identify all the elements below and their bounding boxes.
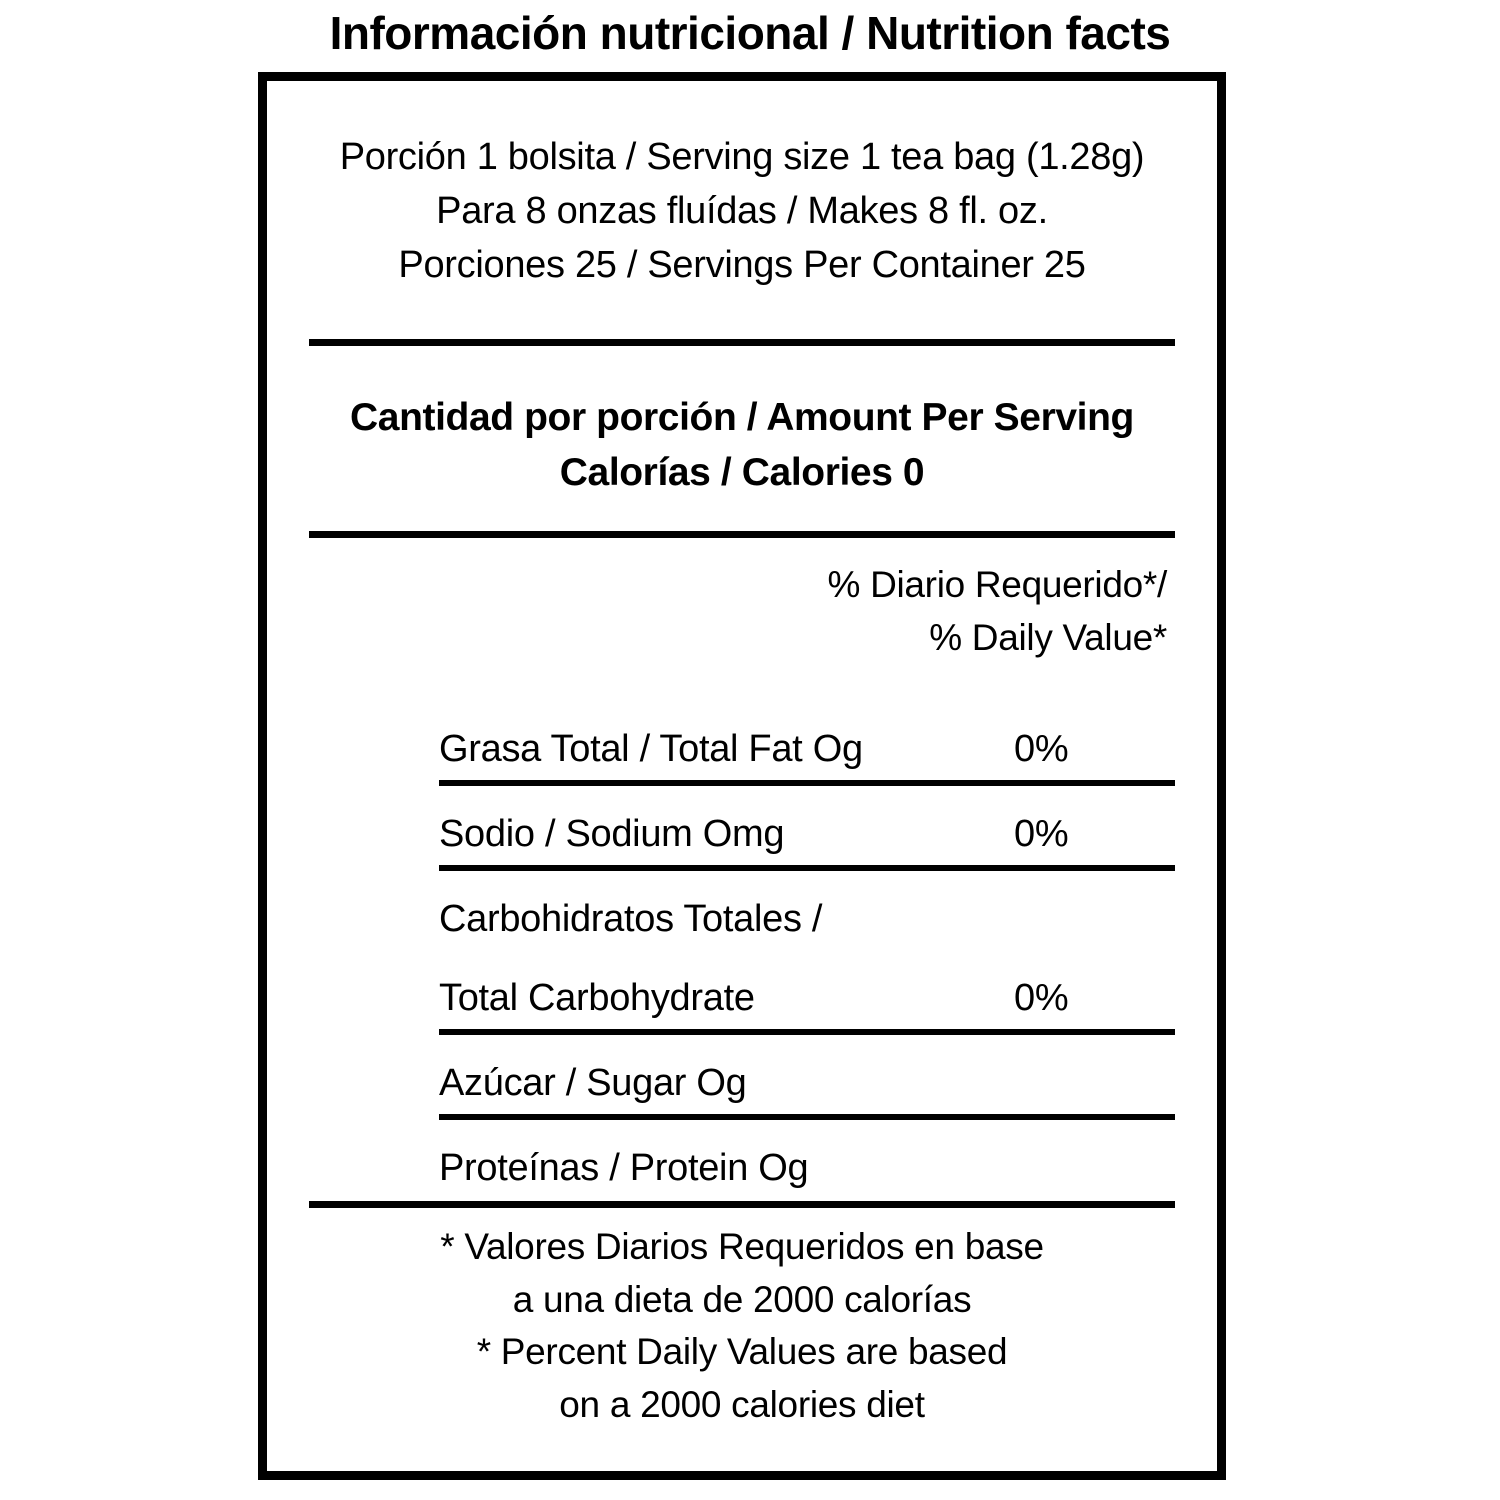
page-title: Información nutricional / Nutrition facts [329, 7, 1171, 59]
table-row [439, 950, 1175, 1035]
nutrition-facts-panel [258, 72, 1226, 1480]
daily-value-header-es: % Diario Requerido*/ [827, 564, 1167, 605]
footnote-line-4: on a 2000 calories diet [559, 1383, 925, 1425]
table-row [439, 1035, 1175, 1120]
serving-information [309, 131, 1175, 293]
serving-makes-line: Para 8 onzas fluídas / Makes 8 fl. oz. [436, 189, 1048, 232]
footnote-line-1: * Valores Diarios Requeridos en base [440, 1226, 1044, 1267]
table-row [439, 786, 1175, 871]
daily-value-header [309, 559, 1175, 664]
nutrient-rows [439, 701, 1175, 1199]
nutrient-daily-value: 0% [1014, 977, 1069, 1019]
amount-per-serving-label: Cantidad por porción / Amount Per Serving [350, 396, 1134, 439]
nutrient-daily-value: 0% [1014, 728, 1069, 770]
footnote-line-2: a una dieta de 2000 calorías [512, 1278, 972, 1320]
nutrient-label: Sodio / Sodium Omg [439, 813, 785, 855]
daily-value-header-en: % Daily Value* [929, 616, 1167, 658]
footnote-block [309, 1221, 1175, 1431]
nutrient-label: Grasa Total / Total Fat Og [439, 728, 863, 770]
table-row [439, 701, 1175, 786]
divider-before-footnote [309, 1201, 1175, 1208]
divider-after-serving [309, 339, 1175, 346]
table-row [439, 871, 1175, 950]
nutrient-daily-value: 0% [1014, 813, 1069, 855]
nutrient-label: Azúcar / Sugar Og [439, 1062, 747, 1104]
amount-per-serving-block [309, 391, 1175, 500]
calories-label: Calorías / Calories 0 [559, 450, 925, 494]
divider-after-calories [309, 531, 1175, 538]
panel-inner [309, 81, 1175, 1471]
nutrient-label: Carbohidratos Totales / [439, 898, 823, 940]
serving-size-line: Porción 1 bolsita / Serving size 1 tea bag (1.28g) [339, 136, 1145, 178]
servings-per-container-line: Porciones 25 / Servings Per Container 25 [398, 243, 1086, 286]
nutrient-label: Proteínas / Protein Og [439, 1147, 809, 1189]
table-row [439, 1120, 1175, 1199]
footnote-line-3: * Percent Daily Values are based [476, 1331, 1008, 1373]
nutrient-label: Total Carbohydrate [439, 977, 755, 1019]
